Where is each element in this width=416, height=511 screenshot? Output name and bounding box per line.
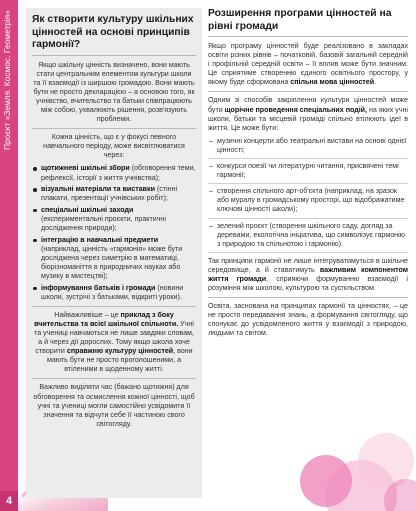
list-item [208, 187, 408, 218]
side-strip [0, 0, 18, 511]
right-paragraph-3 [208, 257, 408, 293]
right-heading: Розширення програми цінностей на рівні громади [208, 8, 392, 32]
left-paragraph-2: Кожна цінність, що є у фокусі певного навчального періоду, може висвітлюватися через: [43, 133, 185, 160]
divider [32, 306, 196, 307]
text-run: Одним зі способів закріплення культури цінностей може бути [208, 96, 408, 114]
list-item-text: (стінні плакати, презентації учнівських робіт); [41, 185, 178, 203]
list-item-bold: спеціальні шкільні заходи [41, 205, 134, 214]
list-item [32, 206, 196, 233]
events-list [208, 137, 408, 253]
text-run: Так принципи гармонії не лише інтегруватимуться в шкільне середовище, а й ставатимуть [208, 256, 408, 274]
text-run-bold: приклад з боку вчительства та всієї шкільної спільноти. [34, 310, 179, 328]
text-run: Найважливіше – це [54, 310, 121, 319]
decorative-circles-icon [266, 401, 416, 511]
bullet-icon [33, 209, 37, 213]
project-title-vertical: Проєкт «Земля. Космос. Геометрія» [3, 10, 12, 150]
list-item-text: створення спільного арт-об'єкта (наприклад, на зразок або муралу в громадському просторі, що відображатиме ключові цінності школи); [217, 187, 405, 214]
divider [208, 91, 408, 92]
list-item-bold: інтеграцію в навчальні предмети [41, 235, 159, 244]
list-item [208, 162, 408, 184]
text-run: , вони мають бути не просто проголошеними, а втіленими в щоденному житті. [46, 347, 193, 374]
right-paragraph-4: Освіта, заснована на принципах гармонії та цінностях, – це не просто передавання знань, а формування світогляду, що спонукає до усвідомленого життя у взаємодії з природою, людьми та світом. [208, 302, 408, 338]
left-heading: Як створити культуру шкільних цінностей на основі принципів гармонії? [32, 14, 194, 50]
text-run-bold: важливим компонентом життя громади [208, 265, 408, 283]
text-run-bold: спільна мова цінностей [290, 78, 375, 87]
left-paragraph-1: Якщо шкільну цінність визначено, вони мають стати центральним елементом культури школи та її взаємодії із ширшою громадою. Вони мають бути не просто декларацією – а основою того, як учнівство, вчительство та батьки співпрацюють між собою, ухвалюють рішення, розв'язують проблеми. [33, 60, 195, 124]
right-paragraph-2 [208, 96, 408, 132]
dash-icon: – [209, 136, 213, 145]
list-item-text: (експериментальні проєкти, практичні дослідження природи); [41, 214, 166, 232]
values-culture-panel [26, 8, 202, 498]
list-item [208, 137, 408, 159]
text-run: Учні та учениці навчаються не лише завдяки словам, а й через дії дорослих. Тому якщо школа хоче створити [34, 319, 194, 356]
channels-list [32, 164, 196, 301]
bullet-icon [33, 188, 37, 192]
list-item-text: (наприклад, цінність «гармонія» може бути досліджена через симетрію в математиці, біорізноманіття в природничих науках або музику в мистецтві); [41, 244, 183, 280]
list-item [32, 284, 196, 302]
list-item-bold: візуальні матеріали та виставки [41, 185, 155, 194]
text-run: . [374, 78, 377, 87]
right-title-wrap [208, 8, 408, 37]
bullet-icon [33, 287, 37, 291]
dash-icon: – [209, 221, 213, 230]
list-item-text: музичні концерти або театральні вистави на основі однієї цінності; [217, 136, 407, 154]
left-paragraph-4: Важливо виділяти час (бажано щотижня) для обговорення та осмислення кожної цінності, щоб учні та учениці могли самостійно усвідомити її значення та відчути себе її частиною свого світогляду. [33, 383, 195, 428]
page-number: 4 [0, 491, 18, 511]
list-item [208, 222, 408, 253]
text-run-bold: щорічне проведення спеціальних подій, [224, 105, 368, 114]
divider [208, 297, 408, 298]
list-item [32, 164, 196, 182]
right-column [208, 8, 408, 343]
text-run: , сприяючи формуванню взаємодії і розуміння між школою, культурою та суспільством. [208, 274, 408, 293]
text-run-bold: справжню культуру цінностей [66, 347, 174, 356]
bullet-icon [33, 167, 37, 171]
dash-icon: – [209, 162, 213, 171]
list-item-bold: інформування батьків і громади [41, 283, 156, 292]
list-item-text: (новини школи, зустрічі з батьками, відкриті уроки). [41, 283, 184, 301]
left-paragraph-3 [32, 311, 196, 375]
list-item [32, 236, 196, 281]
left-column [26, 8, 202, 498]
text-run: на яких учні школи, батьки та місцевій громаді спільно втілюють ідеї в життя. Це може бути: [208, 105, 409, 132]
list-item-text: конкурси поезії чи літературні читання, присвячені темі гармонії; [217, 162, 399, 180]
list-item-text: (обговорення теми, рефлексії, історії з життя учнівства); [41, 164, 196, 182]
bullet-icon [33, 239, 37, 243]
right-paragraph-1 [208, 42, 408, 87]
list-item [32, 185, 196, 203]
text-run: Якщо програму цінностей буде реалізовано в закладах освіти різних рівнів – початковій, базовій загальній середній і профільній середній освіти – її вплив може бути значним. Це сприятиме створенню єдиного освітнього простору, у якому буде сформована [208, 42, 408, 87]
divider [32, 378, 196, 379]
divider [32, 128, 196, 129]
dash-icon: – [209, 187, 213, 196]
list-item-bold: щотижневі шкільні збори [41, 164, 130, 173]
left-title-wrap [32, 14, 196, 56]
list-item-text: зелений проєкт (створення шкільного саду, догляд за деревами, екологічна ініціатива, що символізує гармонію з природою та спільнотою і гармонію). [217, 221, 405, 248]
